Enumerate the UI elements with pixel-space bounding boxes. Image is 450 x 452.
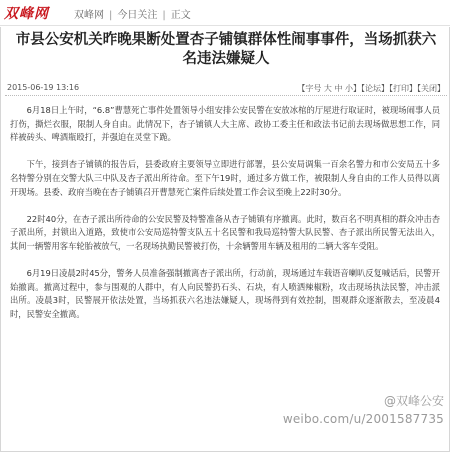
- article-meta: [5, 82, 447, 96]
- article-paragraph: 22时40分，在杏子派出所待命的公安民警及特警准备从杏子铺镇有序撤离。此时，数百名不明真相的群众冲击杏子派出所，封锁出入道路，致使市公安局巡特警支队五十名民警和我局巡特警大队民警、杏子派出所民警无法出入，其间一辆警用客车轮胎被放气，一名现场执勤民警被打伤，十余辆警用车辆及租用的二辆大客车受阻。: [10, 213, 440, 251]
- watermark-handle: @双峰公安: [383, 394, 444, 408]
- breadcrumb-section[interactable]: 今日关注: [117, 10, 158, 21]
- weibo-watermark: [283, 392, 444, 428]
- article-paragraph: 下午，接到杏子铺镇的报告后，县委政府主要领导立即进行部署，县公安局调集一百余名警力和市公安局五十多名特警分别在交警大队三中队及杏子派出所待命。至下午19时，通过多方做工作，被限制人身自由的工作人员得以离开现场。县委、政府当晚在杏子铺镇召开曹慧死亡案件后续处置工作会议至晚上22时30分。: [10, 159, 440, 197]
- publish-date: 2015-06-19 13:16: [7, 83, 80, 92]
- watermark-url: weibo.com/u/2001587735: [282, 412, 444, 426]
- site-header: [0, 0, 450, 26]
- breadcrumb-current: 正文: [170, 10, 191, 21]
- article-body: [10, 104, 440, 335]
- article-paragraph: 6月18日上午时，“6.8”曹慧死亡事件处置领导小组安排公安民警在安放冰棺的厅屋进行取证时，被现场闹事人员打伤，撕烂衣服，限制人身自由。此情况下，杏子铺镇人大主席、政协工委主任和政法书记前去现场做思想工作，同样被砖头、啤酒瓶殴打，并强迫在灵堂下跪。: [10, 105, 440, 143]
- breadcrumb-home[interactable]: 双峰网: [74, 10, 104, 21]
- article-paragraph: 6月19日凌晨2时45分，警务人员准备强制撤离杏子派出所，行动前，现场通过车载语音喇叭反复喊话后，民警开始撤离。撤离过程中，参与围观的人群中，有人向民警扔石头、石块，有人喷洒辣椒粉，攻击现场执法民警，冲击派出所。凌晨3时，民警展开依法处置，当场抓获六名违法嫌疑人，现场得到有效控制，围观群众逐渐散去，至凌晨4时，民警安全撤离。: [10, 268, 440, 319]
- site-logo[interactable]: 双峰网: [4, 6, 49, 22]
- breadcrumb-separator: |: [109, 10, 113, 21]
- breadcrumb: [74, 6, 191, 21]
- breadcrumb-separator: |: [162, 10, 166, 21]
- article-title: 市县公安机关昨晚果断处置杏子铺镇群体性闹事事件，当场抓获六名违法嫌疑人: [15, 31, 437, 67]
- article-tools[interactable]: 【字号 大 中 小】【论坛】【打印】【关闭】: [297, 84, 445, 93]
